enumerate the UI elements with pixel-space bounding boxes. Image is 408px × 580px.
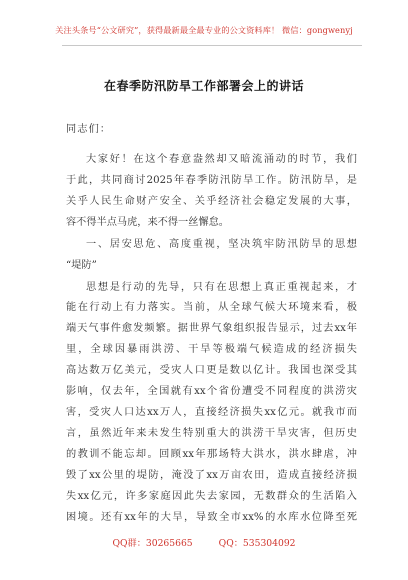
body-line: 影响，仅去年，全国就有xx个省份遭受不同程度的洪涝灾 — [66, 386, 357, 397]
body-line: 容不得半点马虎，来不得一丝懈怠。 — [66, 217, 229, 228]
body-line: 能在行动上有力落实。当前，从全球气候大环境来看，极 — [66, 302, 357, 313]
body-line: 大家好！在这个春意盎然却又暗流涌动的时节，我们 — [86, 154, 357, 165]
salutation: 同志们： — [66, 124, 112, 135]
document-title: 在春季防汛防旱工作部署会上的讲话 — [103, 79, 304, 93]
body-line: 毁了xx公里的堤防，淹没了xx万亩农田，造成直接经济损 — [66, 470, 357, 481]
body-line: 里，全球因暴雨洪涝、干旱等极端气候造成的经济损失 — [66, 344, 357, 355]
header-banner: 关注头条号“公文研究”，获得最新最全最专业的公文资料库！ 微信：gongwenyj — [55, 25, 353, 35]
body-line: 失xx亿元，许多家庭因此失去家园，无数群众的生活陷入 — [66, 491, 357, 502]
body-line: 言，虽然近年来未发生特别重大的洪涝干旱灾害，但历史 — [66, 428, 357, 439]
footer-qq-group: QQ群：30265665 — [112, 538, 193, 549]
body-line: 高达数万亿美元，受灾人口更是数以亿计。我国也深受其 — [66, 365, 357, 376]
body-line: 一、居安思危、高度重视，坚决筑牢防汛防旱的思想 — [86, 239, 357, 250]
footer — [0, 535, 408, 549]
header-divider — [62, 45, 362, 46]
body-line: 于此，共同商讨2025年春季防汛防旱工作。防汛防旱，是 — [66, 175, 357, 186]
body-line: “堤防” — [66, 260, 97, 271]
footer-qq: QQ：535304092 — [218, 538, 296, 549]
body-line: 害，受灾人口达xx万人，直接经济损失xx亿元。就我市而 — [66, 407, 357, 418]
body-line: 端天气事件愈发频繁。据世界气象组织报告显示，过去xx年 — [66, 323, 357, 334]
body-line: 思想是行动的先导，只有在思想上真正重视起来，才 — [86, 282, 357, 293]
body-line: 关乎人民生命财产安全、关乎经济社会稳定发展的大事， — [66, 196, 357, 207]
body-line: 困境。还有xx年的大旱，导致全市xx%的水库水位降至死 — [66, 512, 357, 523]
body-line: 的教训不能忘却。回顾xx年那场特大洪水，洪水肆虐，冲 — [66, 449, 357, 460]
